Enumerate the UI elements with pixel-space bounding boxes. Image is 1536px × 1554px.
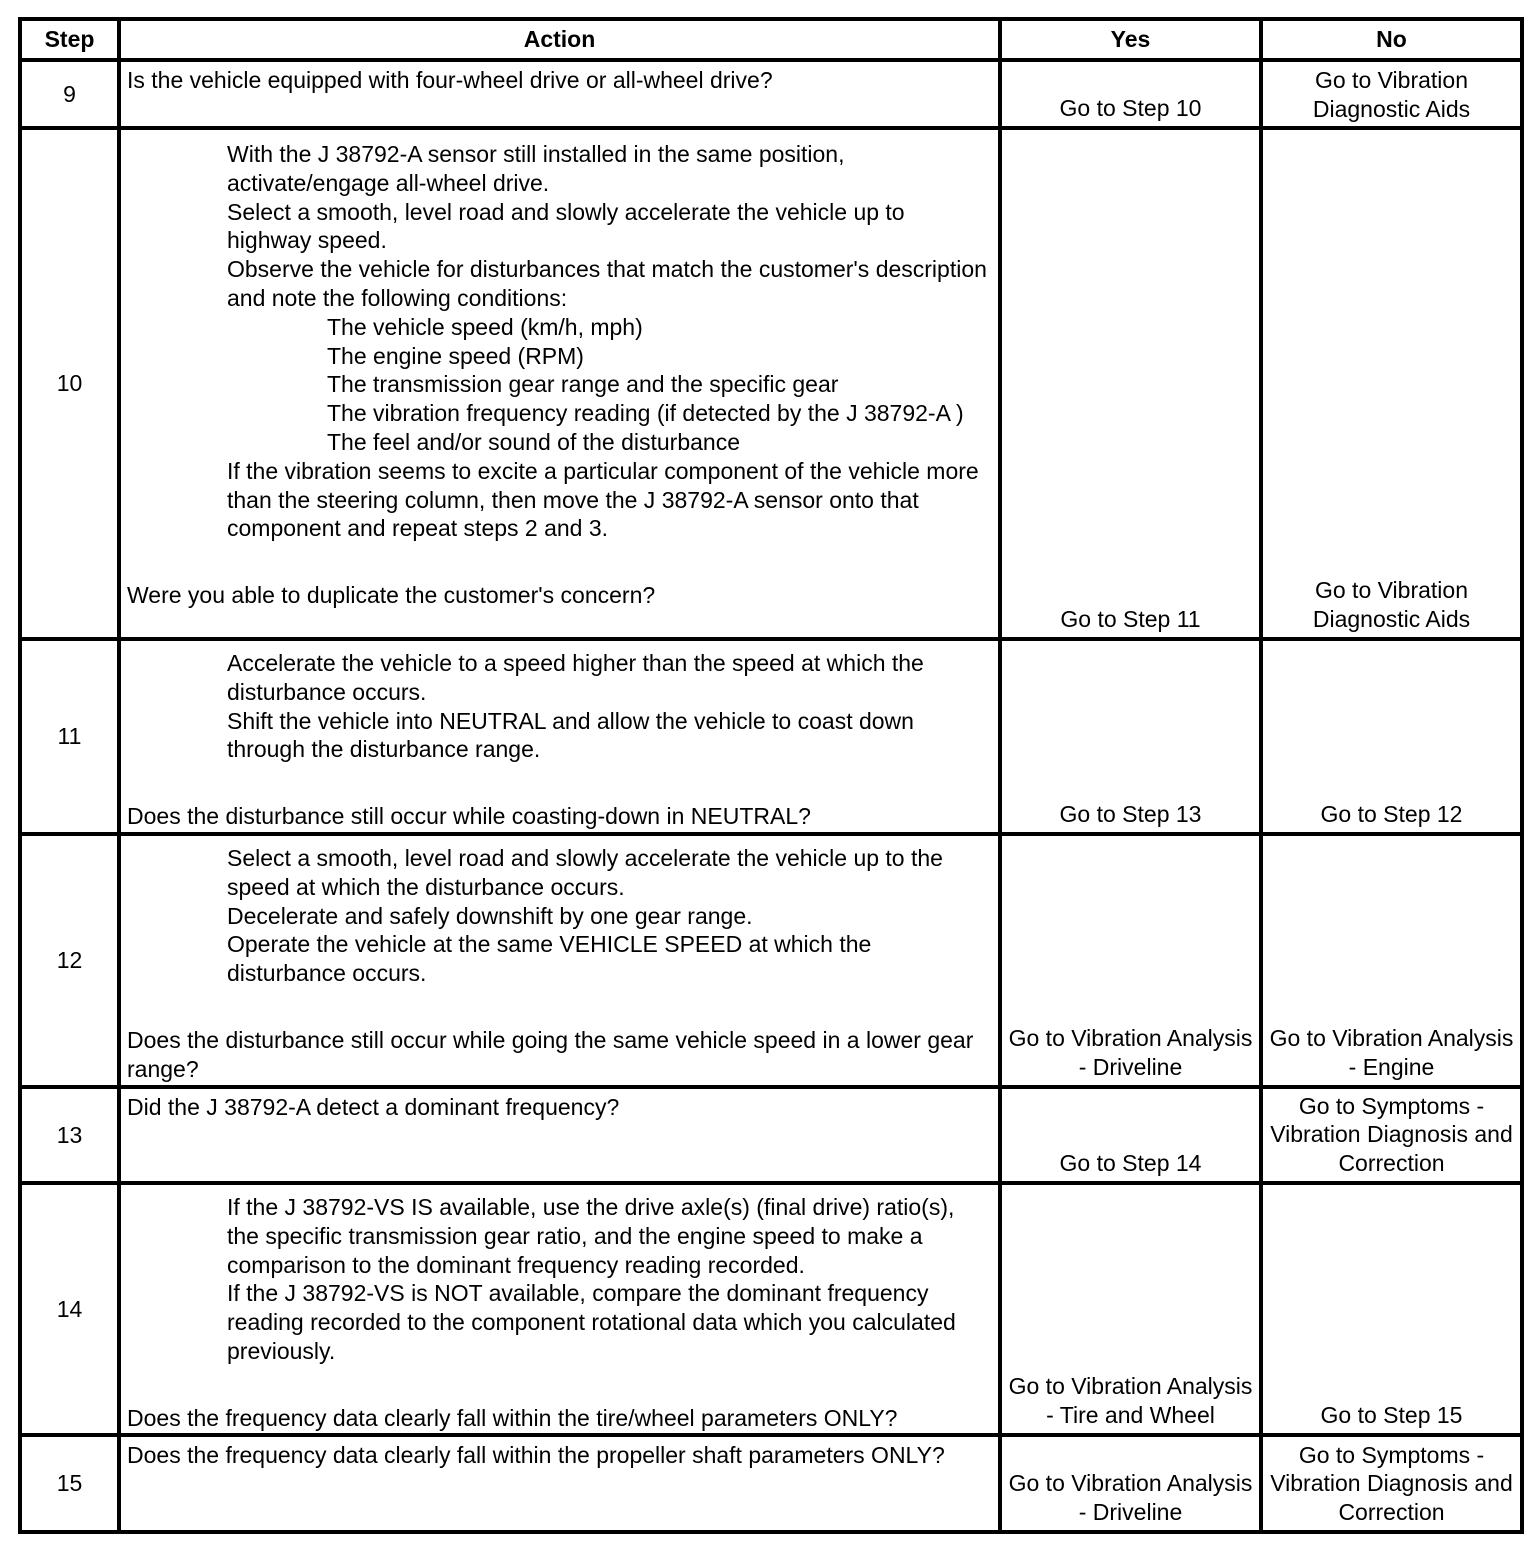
action-instruction: Select a smooth, level road and slowly accelerate the vehicle up to highway speed. — [227, 198, 905, 254]
action-instruction: With the J 38792-A sensor still installed in the same position, activate/engage all-wheel drive. — [227, 141, 845, 196]
yes-result: Go to Step 11 — [1000, 128, 1261, 639]
condition-item: The engine speed (RPM) — [327, 342, 584, 369]
no-result: Go to Vibration Diagnostic Aids — [1261, 60, 1522, 128]
header-row — [20, 19, 1522, 60]
no-result: Go to Symptoms - Vibration Diagnosis and Correction — [1261, 1435, 1522, 1532]
question-text: Does the frequency data clearly fall within the tire/wheel parameters ONLY? — [127, 1404, 898, 1431]
condition-item: The vibration frequency reading (if detected by the J 38792-A ) — [327, 400, 964, 427]
table-row — [20, 1183, 1522, 1435]
question-text: Is the vehicle equipped with four-wheel drive or all-wheel drive? — [127, 67, 773, 93]
diagnostic-table-container — [18, 17, 1524, 1534]
question-text: Does the disturbance still occur while going the same vehicle speed in a lower gear range? — [127, 1026, 974, 1082]
header-no: No — [1261, 19, 1522, 60]
no-result: Go to Vibration Diagnostic Aids — [1261, 128, 1522, 639]
action-cell — [119, 60, 1000, 128]
table-row — [20, 1087, 1522, 1183]
action-cell — [119, 834, 1000, 1087]
question-text: Were you able to duplicate the customer's concern? — [127, 582, 656, 609]
action-instruction: Shift the vehicle into NEUTRAL and allow the vehicle to coast down through the disturbance range. — [227, 707, 914, 763]
question-text: Does the frequency data clearly fall within the propeller shaft parameters ONLY? — [127, 1442, 945, 1468]
action-instruction: Observe the vehicle for disturbances that match the customer's description and note the following conditions: — [227, 256, 987, 311]
no-result: Go to Step 12 — [1261, 639, 1522, 834]
question-text: Does the disturbance still occur while coasting-down in NEUTRAL? — [127, 803, 811, 830]
action-instruction: If the J 38792-VS IS available, use the drive axle(s) (final drive) ratio(s), the specific transmission gear ratio, and the engine speed to make a comparison to the dominant frequency reading recorded. — [227, 1194, 955, 1278]
table-row — [20, 1435, 1522, 1532]
step-number: 9 — [20, 60, 119, 128]
action-instruction: If the vibration seems to excite a particular component of the vehicle more than the steering column, then move the J 38792-A sensor onto that component and repeat steps 2 and 3. — [227, 457, 979, 542]
action-instruction: If the J 38792-VS is NOT available, compare the dominant frequency reading recorded to the component rotational data which you calculated previously. — [227, 1280, 956, 1364]
action-instruction: Decelerate and safely downshift by one gear range. — [227, 902, 753, 929]
action-instruction: Accelerate the vehicle to a speed higher than the speed at which the disturbance occurs. — [227, 650, 924, 705]
yes-result: Go to Vibration Analysis - Driveline — [1000, 1435, 1261, 1532]
no-result: Go to Step 15 — [1261, 1183, 1522, 1435]
condition-item: The feel and/or sound of the disturbance — [327, 428, 741, 455]
action-cell — [119, 1183, 1000, 1435]
action-cell — [119, 1435, 1000, 1532]
diagnostic-table — [18, 17, 1524, 1534]
step-number: 14 — [20, 1183, 119, 1435]
no-result: Go to Symptoms - Vibration Diagnosis and Correction — [1261, 1087, 1522, 1183]
question-text: Did the J 38792-A detect a dominant frequency? — [127, 1094, 620, 1120]
yes-result: Go to Step 13 — [1000, 639, 1261, 834]
action-cell — [119, 639, 1000, 834]
step-number: 15 — [20, 1435, 119, 1532]
yes-result: Go to Vibration Analysis - Tire and Wheel — [1000, 1183, 1261, 1435]
table-row — [20, 128, 1522, 639]
yes-result: Go to Step 14 — [1000, 1087, 1261, 1183]
header-step: Step — [20, 19, 119, 60]
action-cell — [119, 1087, 1000, 1183]
action-instruction: Operate the vehicle at the same VEHICLE SPEED at which the disturbance occurs. — [227, 931, 872, 987]
step-number: 11 — [20, 639, 119, 834]
condition-item: The vehicle speed (km/h, mph) — [327, 313, 643, 340]
table-row — [20, 834, 1522, 1087]
yes-result: Go to Vibration Analysis - Driveline — [1000, 834, 1261, 1087]
header-yes: Yes — [1000, 19, 1261, 60]
header-action: Action — [119, 19, 1000, 60]
step-number: 10 — [20, 128, 119, 639]
action-cell — [119, 128, 1000, 639]
table-row — [20, 60, 1522, 128]
yes-result: Go to Step 10 — [1000, 60, 1261, 128]
step-number: 13 — [20, 1087, 119, 1183]
condition-item: The transmission gear range and the specific gear — [327, 371, 839, 398]
table-row — [20, 639, 1522, 834]
no-result: Go to Vibration Analysis - Engine — [1261, 834, 1522, 1087]
action-instruction: Select a smooth, level road and slowly accelerate the vehicle up to the speed at which the disturbance occurs. — [227, 845, 943, 900]
step-number: 12 — [20, 834, 119, 1087]
